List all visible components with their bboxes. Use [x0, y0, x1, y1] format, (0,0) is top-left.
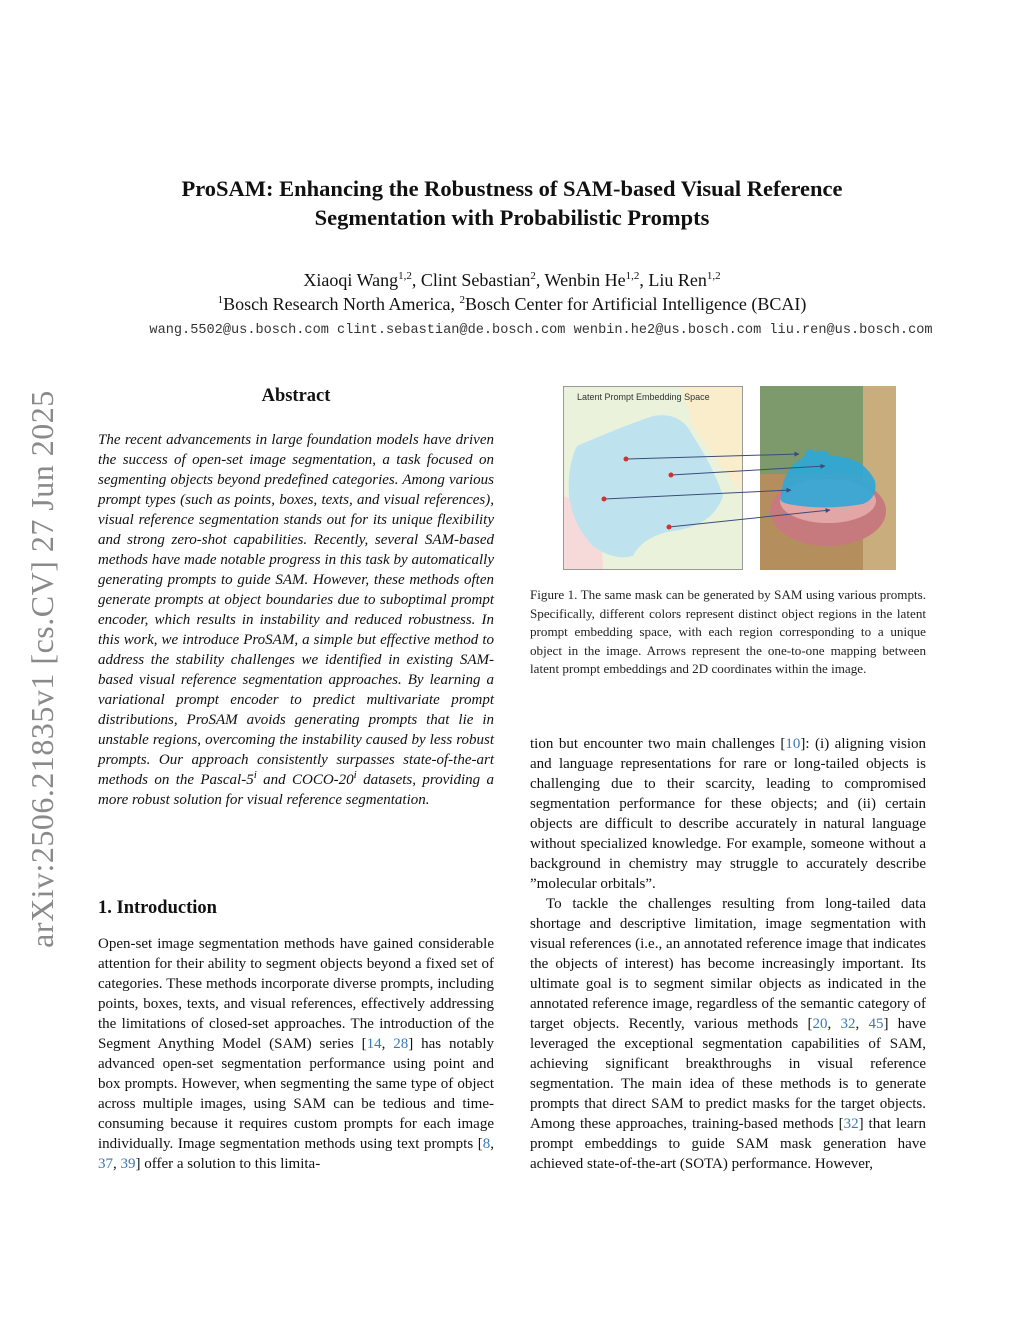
author-sup: 2: [530, 270, 536, 282]
citation-link[interactable]: 14: [366, 1036, 382, 1052]
citation-link[interactable]: 32: [840, 1016, 856, 1032]
affiliation-1: Bosch Research North America,: [223, 294, 456, 314]
affiliation-sup: 1: [217, 294, 224, 306]
figure-1: [563, 386, 896, 570]
author-sup: 1,2: [398, 270, 412, 282]
citation-link[interactable]: 39: [120, 1156, 136, 1172]
paper-title: [100, 174, 924, 232]
body-text: ] offer a solution to this limita-: [135, 1156, 321, 1172]
citation-link[interactable]: 32: [843, 1116, 859, 1132]
introduction-body: [98, 934, 494, 1174]
citation-link[interactable]: 10: [785, 736, 801, 752]
author-name: Xiaoqi Wang: [303, 270, 399, 290]
abstract-heading: Abstract: [261, 386, 331, 406]
affiliation-2: Bosch Center for Artificial Intelligence (BCAI): [465, 294, 807, 314]
body-text: ] have leveraged the exceptional segmentation capabilities of SAM, achieving significant breakthroughs in visual reference segmentation. The main idea of these methods is to generate prompts that direct SAM to predict masks for the target objects. Among these approaches, training-based methods [: [530, 1016, 926, 1132]
prompt-point: [669, 473, 674, 478]
separator: ,: [855, 1016, 869, 1032]
abstract-body: [98, 430, 494, 810]
separator: ,: [381, 1036, 394, 1052]
affiliation-sup: 2: [459, 294, 466, 306]
title-line-1: ProSAM: Enhancing the Robustness of SAM-based Visual Reference: [181, 176, 843, 201]
author-list: Xiaoqi Wang$^{1,2}$, Clint Sebastian$^2$, Wenbin He$^{1,2}$, Liu Ren$^{1,2}$: [303, 270, 721, 290]
separator: ,: [490, 1136, 494, 1152]
superscript-i: i: [353, 769, 357, 781]
author-sup: 1,2: [625, 270, 640, 282]
superscript-i: i: [253, 769, 257, 781]
body-text: To tackle the challenges resulting from long-tailed data shortage and descriptive limitation, image segmentation with visual references (i.e., an annotated reference image that indicates the objects of interest) has become increasingly important. Its ultimate goal is to segment similar objects as indicated in the annotated reference image, regardless of the semantic category of target objects. Recently, various methods [: [530, 896, 926, 1032]
cat-image-panel: [760, 386, 896, 570]
author-name: Liu Ren: [648, 270, 707, 290]
abstract-text: datasets, providing a more robust solution for visual reference segmentation.: [98, 772, 494, 808]
body-text: ] that learn prompt embeddings to guide SAM mask generation have achieved state-of-the-art (SOTA) performance. However,: [530, 1116, 926, 1172]
body-text: ]: (i) aligning vision and language representations for rare or long-tailed objects is challenging due to their scarcity, leading to compromised segmentation performance for these objects; and (ii) certain objects are difficult to describe accurately in natural language without specialized knowledge. For example, someone without a background in chemistry may struggle to accurately describe ”molecular orbitals”.: [530, 736, 926, 892]
separator: ,: [827, 1016, 841, 1032]
arxiv-identifier: arXiv:2506.21835v1 [cs.CV] 27 Jun 2025: [24, 390, 60, 948]
affiliations: [100, 292, 924, 316]
body-text: Open-set image segmentation methods have gained considerable attention for their ability to segment objects beyond a fixed set of categories. These methods incorporate diverse prompts, including points, boxes, texts, and visual references, effectively addressing the limitations of closed-set approaches. The introduction of the Segment Anything Model (SAM) series [: [98, 936, 494, 1052]
author-name: Clint Sebastian: [420, 270, 531, 290]
abstract-text: and COCO-20: [256, 772, 354, 788]
citation-link[interactable]: 28: [393, 1036, 409, 1052]
title-line-2: Segmentation with Probabilistic Prompts: [314, 205, 710, 230]
prompt-point: [624, 457, 629, 462]
latent-space-label: Latent Prompt Embedding Space: [577, 392, 710, 402]
citation-link[interactable]: 8: [482, 1136, 491, 1152]
right-column-body: [530, 734, 926, 1174]
author-emails[interactable]: wang.5502@us.bosch.com clint.sebastian@de.bosch.com wenbin.he2@us.bosch.com liu.ren@us.bosch.com: [149, 323, 933, 338]
latent-space-panel: [563, 386, 743, 570]
author-name: Wenbin He: [544, 270, 626, 290]
figure-1-illustration: [563, 386, 896, 570]
introduction-heading: 1. Introduction: [98, 898, 217, 918]
citation-link[interactable]: 45: [868, 1016, 884, 1032]
citation-link[interactable]: 20: [812, 1016, 828, 1032]
separator: ,: [113, 1156, 121, 1172]
author-sup: 1,2: [706, 270, 721, 282]
body-text: ] has notably advanced open-set segmentation performance using point and box prompts. However, when segmenting the same type of object across multiple images, using SAM can be tedious and time-consuming because it requires custom prompts for each image individually. Image segmentation methods using text prompts [: [98, 1036, 494, 1152]
figure-1-caption: Figure 1. The same mask can be generated by SAM using various prompts. Specifically, different colors represent distinct object regions in the latent prompt embedding space, with each region corresponding to a unique object in the image. Arrows represent the one-to-one mapping between latent prompt embeddings and 2D coordinates within the image.: [530, 587, 926, 676]
prompt-point: [602, 497, 607, 502]
body-text: tion but encounter two main challenges [: [530, 736, 786, 752]
abstract-text: The recent advancements in large foundation models have driven the success of open-set image segmentation, a task focused on segmenting objects beyond predefined categories. Among various prompt types (such as points, boxes, texts, and visual references), visual reference segmentation stands out for its unique flexibility and strong zero-shot capabilities. Recently, several SAM-based methods have made notable progress in this task by automatically generating prompts to guide SAM. However, these methods often generate prompts at object boundaries due to suboptimal prompt encoder, which results in instability and reduced robustness. In this work, we introduce ProSAM, a simple but effective method to address the stability challenges we identified in existing SAM-based visual reference segmentation approaches. By learning a variational prompt encoder to predict multivariate prompt distributions, ProSAM avoids generating prompts that lie in unstable regions, overcoming the instability caused by less robust prompts. Our approach consistently surpasses state-of-the-art methods on the Pascal-5: [98, 432, 494, 788]
prompt-point: [667, 525, 672, 530]
citation-link[interactable]: 37: [98, 1156, 113, 1172]
